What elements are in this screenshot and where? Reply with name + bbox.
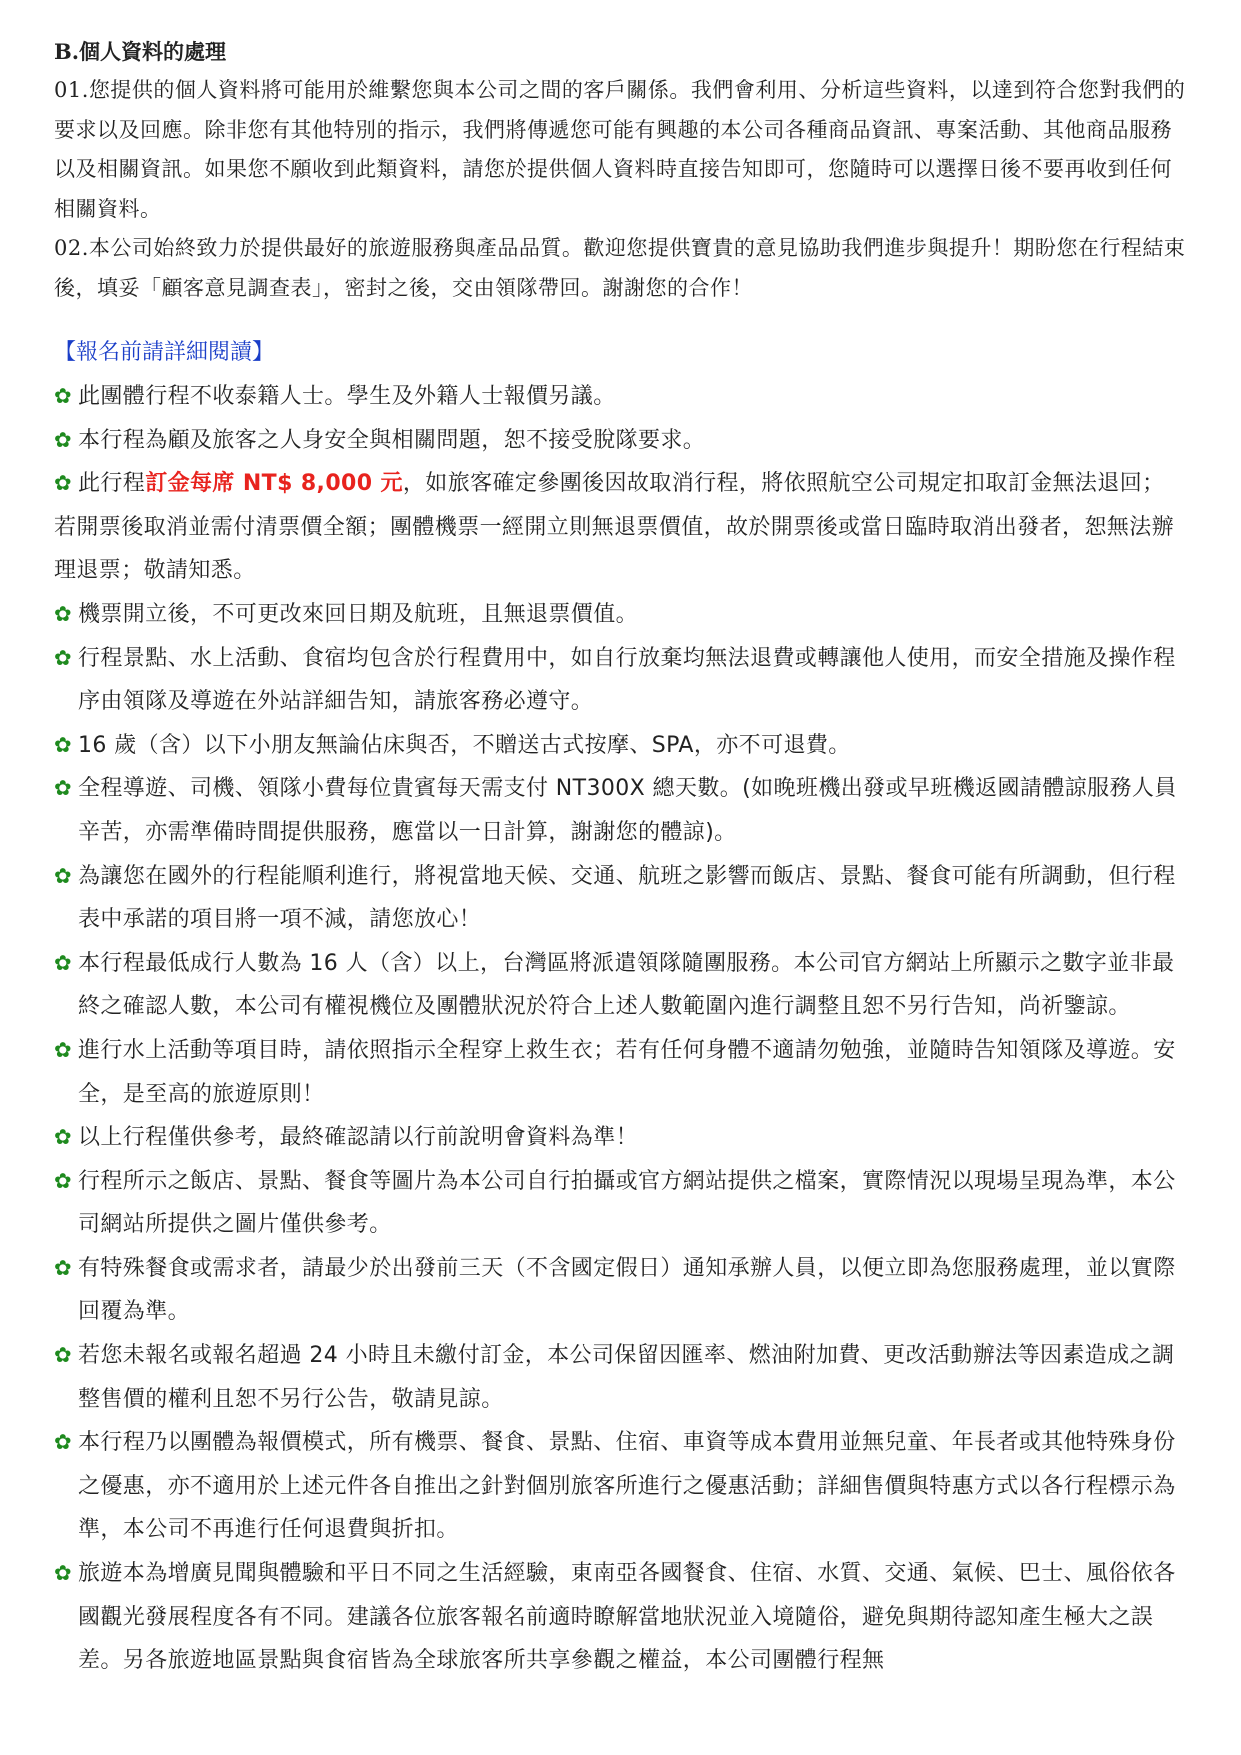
notice-item	[54, 1247, 1186, 1334]
notice-item-text: 若您未報名或報名超過 24 小時且未繳付訂金，本公司保留因匯率、燃油附加費、更改活動辦法等因素造成之調整售價的權利且恕不另行公告，敬請見諒。	[78, 1343, 1175, 1412]
flower-bullet-icon: ✿	[54, 950, 72, 975]
flower-bullet-icon: ✿	[54, 1255, 72, 1280]
flower-bullet-icon: ✿	[54, 1037, 72, 1062]
flower-bullet-icon: ✿	[54, 384, 72, 408]
section-b-title: B.個人資料的處理	[54, 39, 227, 64]
flower-bullet-icon: ✿	[54, 1125, 72, 1150]
notice-item	[54, 375, 1186, 419]
flower-bullet-icon: ✿	[54, 732, 72, 757]
notice-item-text: 行程所示之飯店、景點、餐食等圖片為本公司自行拍攝或官方網站提供之檔案，實際情況以現場呈現為準，本公司網站所提供之圖片僅供參考。	[78, 1168, 1176, 1238]
flower-bullet-icon: ✿	[54, 427, 72, 452]
flower-bullet-icon: ✿	[54, 1343, 72, 1368]
notice-item-text: 旅遊本為增廣見聞與體驗和平日不同之生活經驗，東南亞各國餐食、住宿、水質、交通、氣候、巴士、風俗依各國觀光發展程度各有不同。建議各位旅客報名前適時瞭解當地狀況並入境隨俗，避免與期待認知產生極大之誤差。另各旅遊地區景點與食宿皆為全球旅客所共享參觀之權益，本公司團體行程無	[78, 1561, 1176, 1674]
notice-item-text: 以上行程僅供參考，最終確認請以行前說明會資料為準！	[78, 1125, 639, 1151]
notice-item	[54, 1421, 1186, 1552]
notice-item	[54, 1029, 1186, 1116]
notice-item	[54, 1116, 1186, 1160]
notice-item	[54, 419, 1186, 463]
paragraph-text: 您提供的個人資料將可能用於維繫您與本公司之間的客戶關係。我們會利用、分析這些資料，以達到符合您對我們的要求以及回應。除非您有其他特別的指示，我們將傳遞您可能有興趣的本公司各種商品資訊、專案活動、其他商品服務以及相關資訊。如果您不願收到此類資料，請您於提供個人資料時直接告知即可，您隨時可以選擇日後不要再收到任何相關資料。	[54, 78, 1186, 221]
deposit-highlight: 訂金每席 NT$ 8,000 元	[145, 471, 403, 497]
notice-item-text: 有特殊餐食或需求者，請最少於出發前三天（不含國定假日）通知承辦人員，以便立即為您服務處理，並以實際回覆為準。	[78, 1255, 1176, 1325]
notice-item	[54, 724, 1186, 768]
paragraph-number: 02.	[54, 236, 89, 260]
notice-item-text: 本行程為顧及旅客之人身安全與相關問題，恕不接受脫隊要求。	[78, 427, 706, 453]
paragraph-text: 本公司始終致力於提供最好的旅遊服務與產品品質。歡迎您提供寶貴的意見協助我們進步與提升！期盼您在行程結束後，填妥「顧客意見調查表」，密封之後，交由領隊帶回。謝謝您的合作！	[54, 236, 1186, 300]
notice-item	[54, 1160, 1186, 1247]
notice-item-text: 16 歲（含）以下小朋友無論佔床與否，不贈送古式按摩、SPA，亦不可退費。	[78, 732, 851, 758]
flower-bullet-icon: ✿	[54, 776, 72, 801]
flower-bullet-icon: ✿	[54, 471, 72, 496]
flower-bullet-icon: ✿	[54, 863, 72, 888]
notice-item	[54, 942, 1186, 1029]
notice-item	[54, 593, 1186, 637]
notice-list	[54, 375, 1186, 1683]
notice-item-text: 本行程乃以團體為報價模式，所有機票、餐食、景點、住宿、車資等成本費用並無兒童、年長者或其他特殊身份之優惠，亦不適用於上述元件各自推出之針對個別旅客所進行之優惠活動；詳細售價與特惠方式以各行程標示為準，本公司不再進行任何退費與折扣。	[78, 1430, 1176, 1543]
document-page	[54, 32, 1186, 1683]
section-b-paragraph-1	[54, 71, 1186, 229]
flower-bullet-icon: ✿	[54, 1168, 72, 1193]
notice-item-text: 此行程	[78, 471, 146, 497]
notice-item	[54, 855, 1186, 942]
flower-bullet-icon: ✿	[54, 645, 72, 670]
flower-bullet-icon: ✿	[54, 1430, 72, 1455]
section-b-paragraph-2	[54, 229, 1186, 308]
notice-item	[54, 1552, 1186, 1683]
notice-item-text: 為讓您在國外的行程能順利進行，將視當地天候、交通、航班之影響而飯店、景點、餐食可能有所調動，但行程表中承諾的項目將一項不減，請您放心！	[78, 863, 1176, 933]
notice-item-text: 機票開立後，不可更改來回日期及航班，且無退票價值。	[78, 601, 639, 627]
notice-item-text: 此團體行程不收泰籍人士。學生及外籍人士報價另議。	[78, 384, 616, 409]
notice-item-text: 全程導遊、司機、領隊小費每位貴賓每天需支付 NT300X 總天數。(如晚班機出發或早班機返國請體諒服務人員辛苦，亦需準備時間提供服務，應當以一日計算，謝謝您的體諒)。	[78, 776, 1177, 845]
flower-bullet-icon: ✿	[54, 601, 72, 626]
notice-heading: 【報名前請詳細閱讀】	[54, 340, 275, 365]
notice-item	[54, 1334, 1186, 1421]
notice-item	[54, 767, 1186, 854]
notice-item	[54, 637, 1186, 724]
flower-bullet-icon: ✿	[54, 1561, 72, 1586]
notice-item-text: 行程景點、水上活動、食宿均包含於行程費用中，如自行放棄均無法退費或轉讓他人使用，而安全措施及操作程序由領隊及導遊在外站詳細告知，請旅客務必遵守。	[78, 645, 1176, 715]
notice-item-text: ，如旅客確定參團後因故取消行程，將依照航空公司規定扣取訂金無法退回；若開票後取消並需付清票價全額；團體機票一經開立則無退票價值，故於開票後或當日臨時取消出發者，恕無法辦理退票；敬請知悉。	[54, 471, 1175, 584]
notice-item-text: 本行程最低成行人數為 16 人（含）以上，台灣區將派遣領隊隨團服務。本公司官方網站上所顯示之數字並非最終之確認人數，本公司有權視機位及團體狀況於符合上述人數範圍內進行調整且恕不另行告知，尚祈鑒諒。	[78, 950, 1175, 1020]
notice-item-text: 進行水上活動等項目時，請依照指示全程穿上救生衣；若有任何身體不適請勿勉強，並隨時告知領隊及導遊。安全，是至高的旅遊原則！	[78, 1037, 1176, 1107]
notice-item-deposit	[54, 462, 1186, 593]
paragraph-number: 01.	[54, 78, 89, 102]
